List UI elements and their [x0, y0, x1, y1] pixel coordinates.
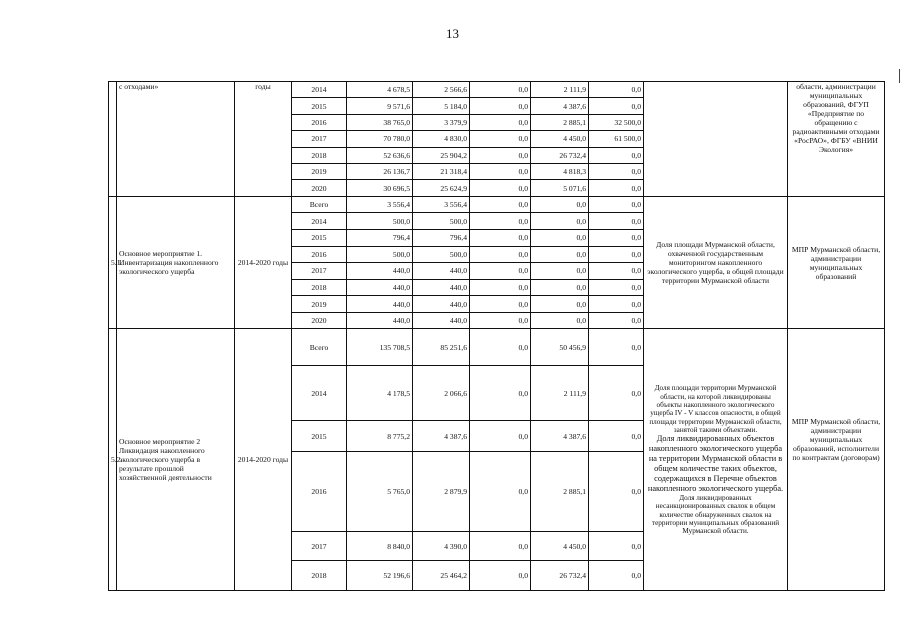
year-cell: 2020 — [292, 180, 347, 196]
amount-cell-c3: 2 885,1 — [531, 114, 589, 130]
amount-cell-c1: 25 464,2 — [413, 561, 470, 591]
year-cell: 2014 — [292, 366, 347, 421]
amount-cell-c1: 4 830,0 — [413, 131, 470, 147]
amount-cell-total: 38 765,0 — [347, 114, 413, 130]
amount-cell-c1: 440,0 — [413, 263, 470, 280]
amount-cell-c2: 0,0 — [470, 180, 531, 196]
year-cell: 2015 — [292, 421, 347, 452]
amount-cell-c4: 0,0 — [589, 421, 644, 452]
year-cell: Всего — [292, 329, 347, 366]
amount-cell-total: 440,0 — [347, 312, 413, 329]
amount-cell-c3: 0,0 — [531, 279, 589, 296]
amount-cell-c3: 26 732,4 — [531, 561, 589, 591]
amount-cell-c2: 0,0 — [470, 246, 531, 263]
year-cell: 2017 — [292, 131, 347, 147]
amount-cell-c1: 2 879,9 — [413, 452, 470, 532]
page-edge-mark — [899, 69, 900, 83]
amount-cell-c2: 0,0 — [470, 114, 531, 130]
amount-cell-c3: 2 885,1 — [531, 452, 589, 532]
amount-cell-c2: 0,0 — [470, 263, 531, 280]
year-cell: Всего — [292, 196, 347, 213]
amount-cell-c4: 0,0 — [589, 296, 644, 313]
amount-cell-c4: 0,0 — [589, 246, 644, 263]
amount-cell-total: 500,0 — [347, 213, 413, 230]
amount-cell-c3: 0,0 — [531, 312, 589, 329]
amount-cell-c2: 0,0 — [470, 279, 531, 296]
amount-cell-c2: 0,0 — [470, 131, 531, 147]
amount-cell-c3: 2 111,9 — [531, 366, 589, 421]
amount-cell-c1: 25 904,2 — [413, 147, 470, 163]
amount-cell-c2: 0,0 — [470, 82, 531, 98]
year-cell: 2018 — [292, 147, 347, 163]
amount-cell-c3: 0,0 — [531, 296, 589, 313]
amount-cell-total: 9 571,6 — [347, 98, 413, 114]
indicator-text-1: Доля площади территории Мурманской области, на которой ликвидированы объекты накопленного экологического ущерба IV - V классов опасности, в общей площади территории Мурманской области, занятой такими объектами. — [649, 384, 782, 434]
year-cell: 2018 — [292, 561, 347, 591]
amount-cell-c4: 0,0 — [589, 180, 644, 196]
amount-cell-total: 3 556,4 — [347, 196, 413, 213]
amount-cell-c1: 85 251,6 — [413, 329, 470, 366]
amount-cell-c4: 0,0 — [589, 98, 644, 114]
amount-cell-total: 52 636,6 — [347, 147, 413, 163]
amount-cell-c3: 5 071,6 — [531, 180, 589, 196]
indicator-cell — [644, 329, 788, 591]
year-cell: 2015 — [292, 98, 347, 114]
amount-cell-c1: 2 066,6 — [413, 366, 470, 421]
amount-cell-total: 500,0 — [347, 246, 413, 263]
program-table — [108, 81, 885, 591]
amount-cell-c2: 0,0 — [470, 329, 531, 366]
amount-cell-c2: 0,0 — [470, 561, 531, 591]
amount-cell-c2: 0,0 — [470, 296, 531, 313]
amount-cell-c4: 0,0 — [589, 163, 644, 179]
year-cell: 2016 — [292, 114, 347, 130]
amount-cell-c4: 61 500,0 — [589, 131, 644, 147]
year-cell: 2014 — [292, 82, 347, 98]
year-cell: 2016 — [292, 246, 347, 263]
year-cell: 2017 — [292, 532, 347, 561]
amount-cell-c4: 0,0 — [589, 229, 644, 246]
amount-cell-c1: 5 184,0 — [413, 98, 470, 114]
amount-cell-total: 440,0 — [347, 296, 413, 313]
amount-cell-total: 440,0 — [347, 263, 413, 280]
amount-cell-c3: 4 387,6 — [531, 98, 589, 114]
amount-cell-c1: 500,0 — [413, 213, 470, 230]
table-row — [109, 329, 885, 366]
amount-cell-c1: 440,0 — [413, 279, 470, 296]
amount-cell-c1: 3 379,9 — [413, 114, 470, 130]
amount-cell-c4: 0,0 — [589, 312, 644, 329]
year-cell: 2014 — [292, 213, 347, 230]
amount-cell-c2: 0,0 — [470, 452, 531, 532]
amount-cell-total: 8 775,2 — [347, 421, 413, 452]
amount-cell-c1: 2 566,6 — [413, 82, 470, 98]
amount-cell-c2: 0,0 — [470, 421, 531, 452]
year-cell: 2019 — [292, 296, 347, 313]
amount-cell-c2: 0,0 — [470, 229, 531, 246]
amount-cell-total: 70 780,0 — [347, 131, 413, 147]
amount-cell-c4: 0,0 — [589, 82, 644, 98]
amount-cell-c3: 0,0 — [531, 246, 589, 263]
amount-cell-c4: 0,0 — [589, 561, 644, 591]
amount-cell-c1: 500,0 — [413, 246, 470, 263]
amount-cell-total: 8 840,0 — [347, 532, 413, 561]
amount-cell-total: 440,0 — [347, 279, 413, 296]
amount-cell-c4: 0,0 — [589, 213, 644, 230]
amount-cell-c3: 0,0 — [531, 213, 589, 230]
row-index-cell: 5.2. — [109, 329, 117, 591]
amount-cell-total: 135 708,5 — [347, 329, 413, 366]
amount-cell-c2: 0,0 — [470, 196, 531, 213]
amount-cell-c4: 0,0 — [589, 263, 644, 280]
amount-cell-c1: 440,0 — [413, 312, 470, 329]
period-cell: годы — [235, 82, 292, 197]
amount-cell-c4: 0,0 — [589, 532, 644, 561]
indicator-text-3: Доля ликвидированных несанкционированных свалок в общем количестве обнаруженных свалок на территории муниципальных образований Мурманской области. — [651, 494, 780, 536]
amount-cell-c1: 796,4 — [413, 229, 470, 246]
amount-cell-c2: 0,0 — [470, 147, 531, 163]
period-cell: 2014-2020 годы — [235, 196, 292, 329]
amount-cell-c3: 0,0 — [531, 263, 589, 280]
executor-cell: МПР Мурманской области, администрации муниципальных образований, исполнители по контрактам (договорам) — [788, 329, 885, 591]
indicator-cell — [644, 82, 788, 197]
amount-cell-c4: 0,0 — [589, 452, 644, 532]
year-cell: 2018 — [292, 279, 347, 296]
amount-cell-c1: 440,0 — [413, 296, 470, 313]
amount-cell-c3: 4 450,0 — [531, 131, 589, 147]
amount-cell-c2: 0,0 — [470, 98, 531, 114]
event-name-cell: Основное мероприятие 2 Ликвидация накопленного экологического ущерба в результате прошлой хозяйственной деятельности — [117, 329, 235, 591]
amount-cell-total: 26 136,7 — [347, 163, 413, 179]
amount-cell-c4: 0,0 — [589, 196, 644, 213]
amount-cell-c1: 3 556,4 — [413, 196, 470, 213]
amount-cell-total: 4 178,5 — [347, 366, 413, 421]
amount-cell-c4: 0,0 — [589, 366, 644, 421]
amount-cell-c2: 0,0 — [470, 213, 531, 230]
amount-cell-c2: 0,0 — [470, 312, 531, 329]
amount-cell-c1: 25 624,9 — [413, 180, 470, 196]
amount-cell-c3: 0,0 — [531, 196, 589, 213]
amount-cell-total: 30 696,5 — [347, 180, 413, 196]
page-number: 13 — [446, 26, 459, 41]
event-name-cell: Основное мероприятие 1. Инвентаризация накопленного экологического ущерба — [117, 196, 235, 329]
amount-cell-c4: 0,0 — [589, 147, 644, 163]
amount-cell-c3: 26 732,4 — [531, 147, 589, 163]
row-index-cell: 5.1. — [109, 196, 117, 329]
amount-cell-total: 796,4 — [347, 229, 413, 246]
indicator-text-2: Доля ликвидированных объектов накопленного экологического ущерба на территории Мурманской области в общем количестве таких объектов, содержащихся в Перечне объектов накопленного экологического ущерба. — [647, 434, 784, 494]
year-cell: 2015 — [292, 229, 347, 246]
amount-cell-c3: 0,0 — [531, 229, 589, 246]
amount-cell-c3: 4 387,6 — [531, 421, 589, 452]
row-index-cell — [109, 82, 117, 197]
year-cell: 2020 — [292, 312, 347, 329]
table-row — [109, 196, 885, 213]
amount-cell-total: 52 196,6 — [347, 561, 413, 591]
year-cell: 2017 — [292, 263, 347, 280]
amount-cell-c3: 4 818,3 — [531, 163, 589, 179]
amount-cell-c4: 32 500,0 — [589, 114, 644, 130]
amount-cell-c1: 4 390,0 — [413, 532, 470, 561]
amount-cell-c4: 0,0 — [589, 329, 644, 366]
amount-cell-total: 5 765,0 — [347, 452, 413, 532]
amount-cell-c4: 0,0 — [589, 279, 644, 296]
amount-cell-c3: 50 456,9 — [531, 329, 589, 366]
year-cell: 2016 — [292, 452, 347, 532]
amount-cell-c1: 4 387,6 — [413, 421, 470, 452]
executor-cell: области, администрации муниципальных образований, ФГУП «Предприятие по обращению с радиоактивными отходами «РосРАО», ФГБУ «ВНИИ Экология» — [788, 82, 885, 197]
table-row — [109, 82, 885, 98]
amount-cell-c3: 4 450,0 — [531, 532, 589, 561]
amount-cell-c1: 21 318,4 — [413, 163, 470, 179]
executor-cell: МПР Мурманской области, администрации муниципальных образований — [788, 196, 885, 329]
period-cell: 2014-2020 годы — [235, 329, 292, 591]
amount-cell-c2: 0,0 — [470, 532, 531, 561]
amount-cell-c3: 2 111,9 — [531, 82, 589, 98]
event-name-cell: с отходами» — [117, 82, 235, 197]
amount-cell-c2: 0,0 — [470, 366, 531, 421]
indicator-cell: Доля площади Мурманской области, охваченной государственным мониторингом накопленного экологического ущерба, в общей площади территории Мурманской области — [644, 196, 788, 329]
year-cell: 2019 — [292, 163, 347, 179]
amount-cell-c2: 0,0 — [470, 163, 531, 179]
amount-cell-total: 4 678,5 — [347, 82, 413, 98]
